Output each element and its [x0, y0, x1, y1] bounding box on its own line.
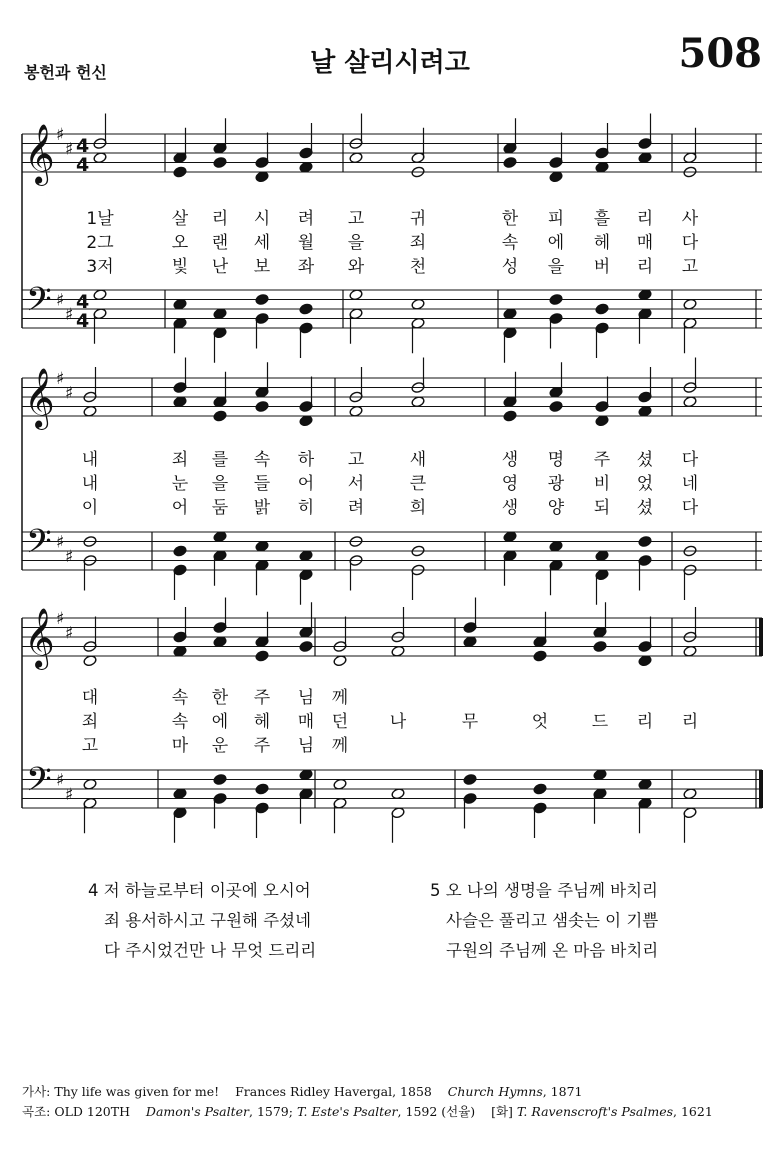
system-2-treble-clef-icon: 𝄞	[24, 368, 55, 428]
lyric-syllable: 무	[461, 712, 479, 732]
lyric-syllable: 드	[591, 712, 609, 732]
system-3-bass-note	[533, 783, 547, 795]
lyric-syllable: 죄	[409, 233, 427, 253]
lyric-syllable: 양	[547, 498, 565, 518]
lyric-syllable: 리	[681, 712, 699, 732]
verse-5-line-3: 구원의 주님께 온 마음 바치리	[446, 941, 659, 960]
lyric-line-1-2	[0, 228, 780, 252]
lyric-syllable: 죄	[81, 712, 99, 732]
lyric-syllable: 주	[593, 450, 611, 470]
tune-source-2-year: , 1592 (선율)	[397, 1104, 476, 1119]
lyric-syllable: 빛	[171, 257, 189, 277]
verse-4-line-1: 4 저 하늘로부터 이곳에 오시어	[88, 881, 311, 900]
system-3-sharp-icon: ♯	[65, 623, 74, 644]
system-3-treble-note	[593, 640, 607, 652]
lyric-syllable: 속	[501, 233, 519, 253]
lyric-syllable: 셨	[636, 498, 654, 518]
verse-5-line-2: 사슬은 풀리고 샘솟는 이 기쁨	[446, 911, 659, 930]
lyric-syllable: 피	[547, 209, 565, 229]
time-signature-bottom: 4	[76, 310, 90, 332]
system-2-sharp-icon: ♯	[56, 369, 65, 389]
lyric-syllable: 이	[81, 498, 99, 518]
lyric-syllable: 비	[593, 474, 611, 494]
lyric-syllable: 려	[297, 209, 315, 229]
system-2-treble-note	[503, 410, 517, 422]
lyrics-source: Church Hymns	[447, 1084, 543, 1099]
lyric-syllable: 고	[81, 736, 99, 756]
system-3-bass-note	[255, 783, 269, 795]
lyric-syllable: 헤	[253, 712, 271, 732]
lyric-syllable: 다	[681, 498, 699, 518]
lyric-syllable: 에	[547, 233, 565, 253]
lyric-syllable: 매	[636, 233, 654, 253]
lyric-syllable: 님	[297, 736, 315, 756]
lyric-syllable: 좌	[297, 257, 315, 277]
lyric-syllable: 세	[253, 233, 271, 253]
lyric-syllable: 들	[253, 474, 271, 494]
lyric-syllable: 귀	[409, 209, 427, 229]
system-3-bass-note	[213, 773, 227, 785]
lyric-syllable: 둠	[211, 498, 229, 518]
verse-5-line-1: 5 오 나의 생명을 주님께 바치리	[430, 881, 658, 900]
system-2-bass-note	[173, 545, 187, 557]
hymn-category: 봉헌과 헌신	[24, 63, 107, 82]
harmony-source: T. Ravenscroft's Psalmes	[516, 1104, 674, 1119]
lyric-syllable: 을	[347, 233, 365, 253]
system-1-sharp-icon: ♯	[56, 125, 65, 145]
lyric-syllable: 에	[211, 712, 229, 732]
system-1-bass-note	[255, 293, 269, 305]
system-3-treble-clef-icon: 𝄞	[24, 608, 55, 668]
lyric-line-1-1	[0, 204, 780, 228]
lyric-syllable: 리	[636, 209, 654, 229]
lyric-syllable: 생	[501, 498, 519, 518]
lyric-syllable: 살	[171, 209, 189, 229]
lyric-syllable: 생	[501, 450, 519, 470]
lyric-syllable: 다	[681, 233, 699, 253]
system-3-treble-note	[299, 640, 313, 652]
system-1-sharp-icon: ♯	[65, 139, 74, 160]
hymn-number: 508	[678, 30, 762, 77]
lyric-syllable: 새	[409, 450, 427, 470]
system-2-sharp-icon: ♯	[65, 546, 74, 567]
lyric-syllable: 광	[547, 474, 565, 494]
lyrics-credit	[22, 1082, 713, 1102]
lyric-syllable: 다	[681, 450, 699, 470]
lyric-syllable: 큰	[409, 474, 427, 494]
lyric-line-2-3	[0, 493, 780, 517]
lyric-syllable: 흘	[593, 209, 611, 229]
lyric-line-3-2	[0, 707, 780, 731]
harmony-label: [화]	[491, 1104, 513, 1119]
time-signature-top: 4	[76, 291, 90, 313]
lyric-syllable: 1날	[86, 209, 114, 229]
lyric-syllable: 히	[297, 498, 315, 518]
system-3-sharp-icon: ♯	[56, 770, 65, 791]
lyric-syllable: 영	[501, 474, 519, 494]
lyric-syllable: 오	[171, 233, 189, 253]
tune-source-1-year: , 1579;	[249, 1104, 293, 1119]
lyric-syllable: 께	[331, 688, 349, 708]
lyric-syllable: 되	[593, 498, 611, 518]
lyric-line-3-1	[0, 683, 780, 707]
lyrics-author: Frances Ridley Havergal, 1858	[235, 1084, 432, 1099]
lyric-syllable: 나	[389, 712, 407, 732]
lyric-syllable: 하	[297, 450, 315, 470]
lyric-syllable: 천	[409, 257, 427, 277]
lyric-syllable: 매	[297, 712, 315, 732]
lyric-syllable: 고	[347, 450, 365, 470]
tune-label: 곡조:	[22, 1104, 51, 1119]
lyric-syllable: 버	[593, 257, 611, 277]
system-3-sharp-icon: ♯	[65, 784, 74, 805]
lyric-syllable: 를	[211, 450, 229, 470]
system-1-treble-clef-icon: 𝄞	[24, 124, 55, 184]
lyric-syllable: 속	[253, 450, 271, 470]
lyric-syllable: 님	[297, 688, 315, 708]
lyrics-label: 가사:	[22, 1084, 51, 1099]
system-2-treble-note	[213, 410, 227, 422]
lyric-line-2-1	[0, 445, 780, 469]
verse-column-right	[430, 876, 658, 966]
lyric-syllable: 엇	[531, 712, 549, 732]
lyric-syllable: 난	[211, 257, 229, 277]
lyric-syllable: 월	[297, 233, 315, 253]
lyric-line-2-2	[0, 469, 780, 493]
system-2-sharp-icon: ♯	[56, 532, 65, 553]
lyric-syllable: 네	[681, 474, 699, 494]
lyric-syllable: 내	[81, 474, 99, 494]
lyric-syllable: 내	[81, 450, 99, 470]
credits	[22, 1082, 713, 1122]
lyric-syllable: 속	[171, 712, 189, 732]
lyric-syllable: 어	[171, 498, 189, 518]
system-1-sharp-icon: ♯	[65, 304, 74, 325]
lyric-syllable: 주	[253, 688, 271, 708]
system-3-treble-note	[533, 650, 547, 662]
system-2-treble-note	[549, 400, 563, 412]
lyric-syllable: 을	[547, 257, 565, 277]
system-2-bass-note	[638, 535, 652, 547]
time-signature-bottom: 4	[76, 154, 90, 176]
lyric-syllable: 사	[681, 209, 699, 229]
lyric-line-1-3	[0, 252, 780, 276]
lyric-syllable: 밝	[253, 498, 271, 518]
time-signature-top: 4	[76, 135, 90, 157]
system-1-bass-note	[549, 293, 563, 305]
lyric-syllable: 셨	[636, 450, 654, 470]
verse-4-line-3: 다 주시었건만 나 무엇 드리리	[104, 941, 317, 960]
system-2-sharp-icon: ♯	[65, 383, 74, 404]
lyrics-source-year: , 1871	[542, 1084, 583, 1099]
lyric-syllable: 성	[501, 257, 519, 277]
verse-4-line-2: 죄 용서하시고 구원해 주셨네	[104, 911, 312, 930]
lyric-syllable: 어	[297, 474, 315, 494]
system-1-sharp-icon: ♯	[56, 290, 65, 311]
lyric-syllable: 헤	[593, 233, 611, 253]
tune-credit	[22, 1102, 713, 1122]
system-3-bass-clef-icon: 𝄢	[26, 761, 52, 807]
lyric-syllable: 시	[253, 209, 271, 229]
lyric-syllable: 2그	[86, 233, 114, 253]
lyric-syllable: 랜	[211, 233, 229, 253]
system-3-sharp-icon: ♯	[56, 609, 65, 629]
system-3-bass-note	[463, 773, 477, 785]
lyric-syllable: 주	[253, 736, 271, 756]
system-1-bass-note	[299, 303, 313, 315]
lyric-syllable: 속	[171, 688, 189, 708]
lyric-syllable: 께	[331, 736, 349, 756]
lyric-syllable: 운	[211, 736, 229, 756]
system-1-treble-note	[213, 156, 227, 168]
system-1-bass-clef-icon: 𝄢	[26, 281, 52, 327]
verse-column-left	[88, 876, 316, 966]
tune-source-2: T. Este's Psalter	[296, 1104, 398, 1119]
lyric-syllable: 을	[211, 474, 229, 494]
harmony-year: , 1621	[673, 1104, 713, 1119]
system-1-treble-note	[173, 166, 187, 178]
lyric-syllable: 리	[636, 712, 654, 732]
lyric-syllable: 한	[501, 209, 519, 229]
lyric-syllable: 던	[331, 712, 349, 732]
lyric-syllable: 고	[347, 209, 365, 229]
lyric-syllable: 대	[81, 688, 99, 708]
system-1-bass-note	[595, 303, 609, 315]
lyric-syllable: 었	[636, 474, 654, 494]
lyric-syllable: 명	[547, 450, 565, 470]
lyric-line-3-3	[0, 731, 780, 755]
lyric-syllable: 보	[253, 257, 271, 277]
system-3-treble-note	[255, 650, 269, 662]
system-2-bass-clef-icon: 𝄢	[26, 523, 52, 569]
hymn-title: 날 살리시려고	[310, 48, 470, 78]
tune-name: OLD 120TH	[54, 1104, 131, 1119]
lyric-syllable: 희	[409, 498, 427, 518]
lyric-syllable: 서	[347, 474, 365, 494]
tune-source-1: Damon's Psalter	[145, 1104, 249, 1119]
system-1-treble-note	[503, 156, 517, 168]
lyric-syllable: 리	[211, 209, 229, 229]
lyric-syllable: 고	[681, 257, 699, 277]
lyric-syllable: 마	[171, 736, 189, 756]
lyric-syllable: 눈	[171, 474, 189, 494]
lyric-syllable: 죄	[171, 450, 189, 470]
lyric-syllable: 3저	[86, 257, 114, 277]
lyrics-title: Thy life was given for me!	[54, 1084, 220, 1099]
system-2-treble-note	[255, 400, 269, 412]
lyric-syllable: 려	[347, 498, 365, 518]
lyric-syllable: 와	[347, 257, 365, 277]
lyric-syllable: 리	[636, 257, 654, 277]
lyric-syllable: 한	[211, 688, 229, 708]
